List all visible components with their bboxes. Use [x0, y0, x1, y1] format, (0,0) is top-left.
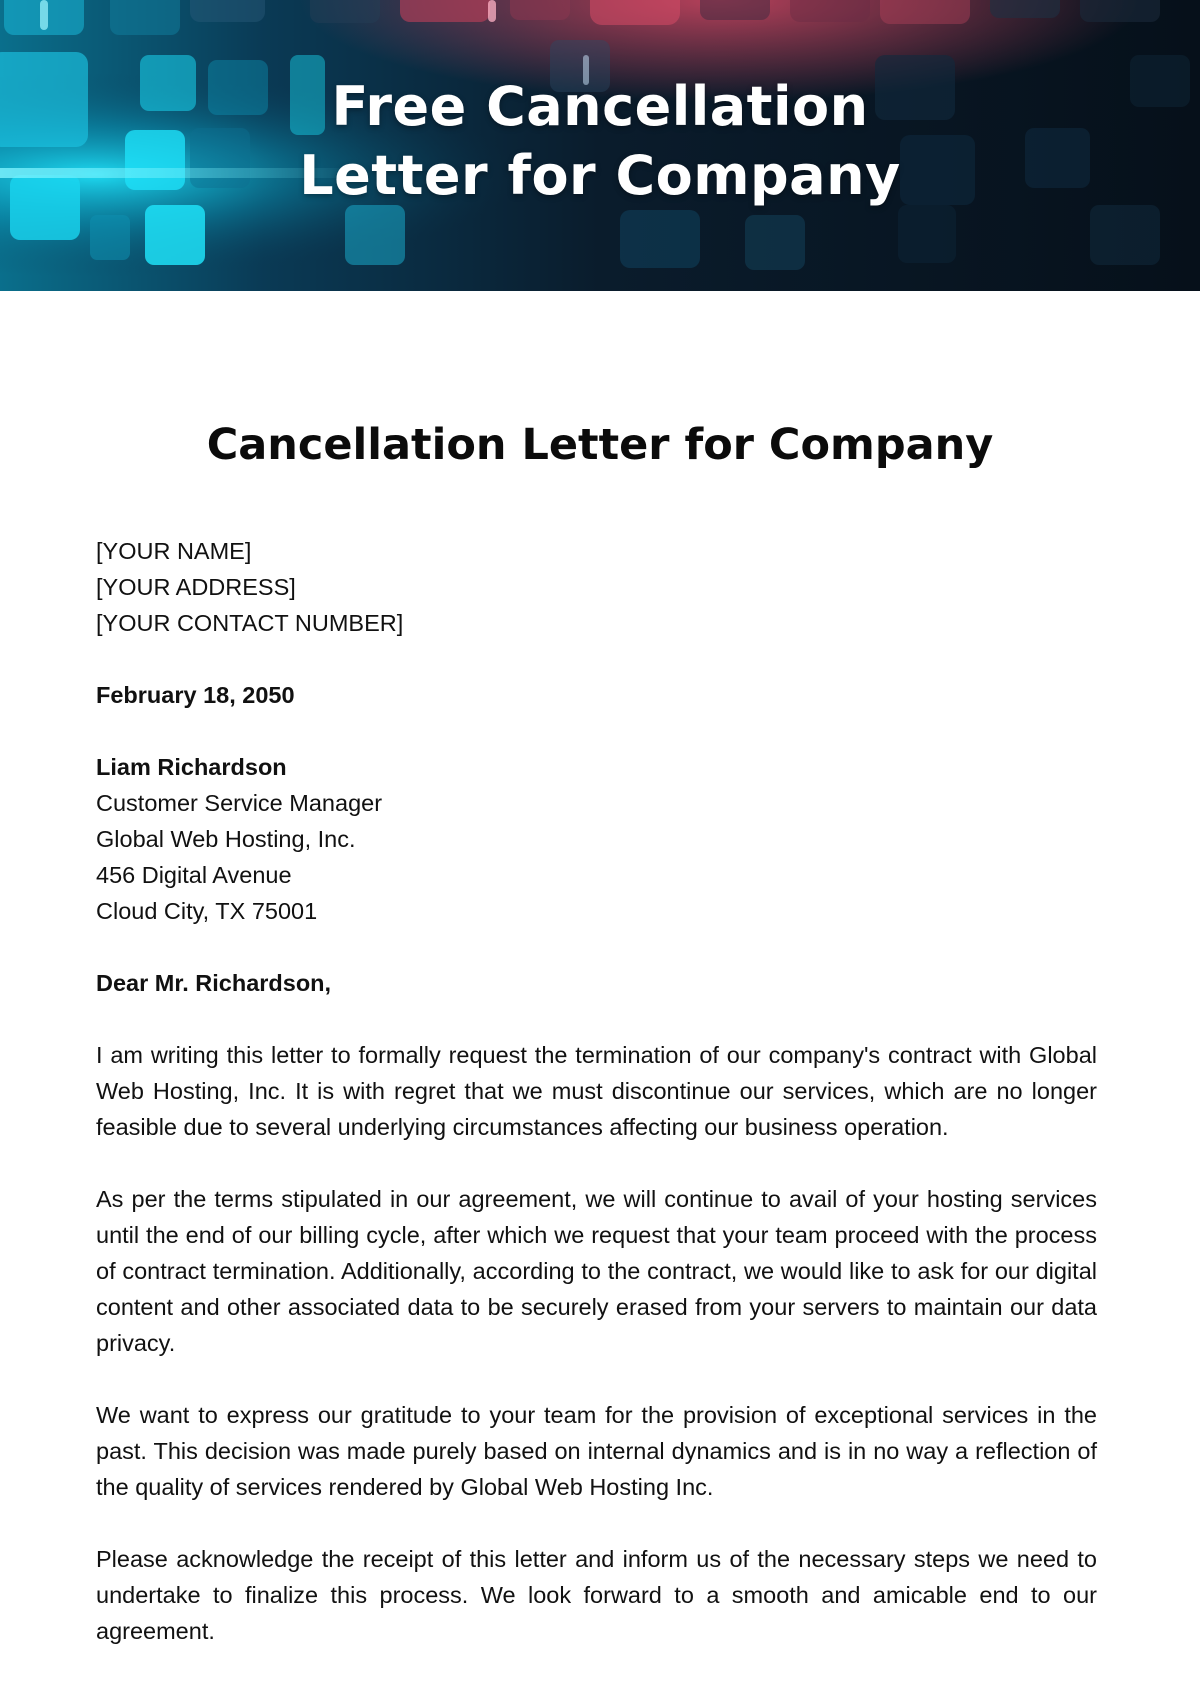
- header-banner: [0, 0, 1200, 291]
- sender-contact: [YOUR CONTACT NUMBER]: [96, 610, 404, 636]
- recipient-city: Cloud City, TX 75001: [96, 898, 318, 924]
- sender-address: [YOUR ADDRESS]: [96, 574, 296, 600]
- sender-block: [96, 533, 1097, 641]
- letter-date: February 18, 2050: [96, 682, 295, 708]
- recipient-street: 456 Digital Avenue: [96, 862, 292, 888]
- body-paragraph-1: I am writing this letter to formally request the termination of our company's contract with Global Web Hosting, Inc. It is with regret that we must discontinue our services, which are no longer feasible due to several underlying circumstances affecting our business operation.: [96, 1042, 1097, 1140]
- letter-body: [96, 533, 1097, 1685]
- recipient-title: Customer Service Manager: [96, 790, 383, 816]
- recipient-block: [96, 749, 1097, 929]
- sender-name: [YOUR NAME]: [96, 538, 252, 564]
- salutation: Dear Mr. Richardson,: [96, 970, 332, 996]
- banner-title-line-1: Free Cancellation: [331, 75, 869, 138]
- body-paragraph-3: We want to express our gratitude to your team for the provision of exceptional services in the past. This decision was made purely based on internal dynamics and is in no way a reflection of the quality of services rendered by Global Web Hosting Inc.: [96, 1402, 1097, 1500]
- date-block: [96, 677, 1097, 713]
- recipient-name: Liam Richardson: [96, 754, 287, 780]
- banner-title-line-2: Letter for Company: [299, 144, 901, 207]
- recipient-company: Global Web Hosting, Inc.: [96, 826, 356, 852]
- document-title: Cancellation Letter for Company: [206, 420, 994, 470]
- body-paragraph-2: As per the terms stipulated in our agreement, we will continue to avail of your hosting services until the end of our billing cycle, after which we request that your team proceed with the process of contract termination. Additionally, according to the contract, we would like to ask for our digital content and other associated data to be securely erased from your servers to maintain our data privacy.: [96, 1186, 1097, 1356]
- banner-title: [0, 72, 1200, 210]
- salutation-block: [96, 965, 1097, 1001]
- body-paragraph-4: Please acknowledge the receipt of this letter and inform us of the necessary steps we need to undertake to finalize this process. We look forward to a smooth and amicable end to our agreement.: [96, 1546, 1097, 1644]
